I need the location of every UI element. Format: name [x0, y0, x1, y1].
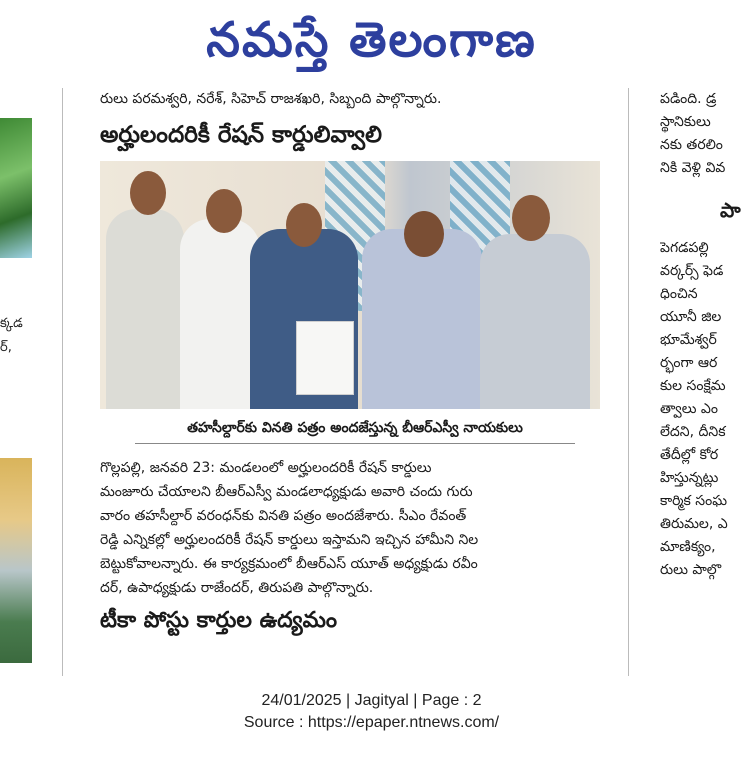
left-text-line: క్కడ: [0, 316, 23, 331]
right-column-fragment: [660, 88, 743, 582]
right-text-line: తిరుమల, ఎ: [660, 516, 728, 532]
source-link[interactable]: Source : https://epaper.ntnews.com/: [243, 714, 500, 731]
body-line: వారం తహసీల్దార్ వరంధన్‌కు వినతి పత్రం అందజేశారు. సీఎం రేవంత్: [100, 508, 467, 524]
right-text-line: పెగడపల్లి: [660, 240, 709, 256]
left-photo-fragment-2: [0, 458, 32, 663]
body-line: మంజూరు చేయాలని బీఆర్ఎస్వీ మండలాధ్యక్షుడు అవారి చందు గురు: [100, 484, 473, 500]
column-divider: [62, 88, 63, 676]
right-text-line: కుల సంక్షేమ: [660, 378, 726, 394]
caption-separator: [135, 443, 575, 444]
article-body: [100, 456, 610, 600]
right-text-line: స్థానికులు: [660, 114, 711, 130]
next-article-headline: టీకా పోస్టు కార్తుల ఉద్యమం: [100, 608, 338, 633]
photo-caption: తహసీల్దార్‌కు వినతి పత్రం అందజేస్తున్న బీఆర్ఎస్వీ నాయకులు: [187, 420, 523, 436]
body-line: గొల్లపల్లి, జనవరి 23: మండలంలో అర్హులందరికీ రేషన్ కార్డులు: [100, 460, 432, 476]
right-text-line: నకు తరలిం: [660, 137, 723, 153]
newspaper-title: నమస్తే తెలంగాణ: [206, 12, 537, 68]
main-article: [100, 88, 610, 636]
previous-article-tail: రులు పరమశ్వరి, నరేశ్, సిహెచ్ రాజశఖరి, సిబ్బంది పాల్గొన్నారు.: [100, 91, 442, 107]
footer: [0, 690, 743, 734]
right-text-line: ర్భంగా ఆర: [660, 355, 718, 371]
article-headline: అర్హులందరికీ రేషన్ కార్డులివ్వాలి: [100, 122, 382, 148]
right-text-line: త్వాలు ఎం: [660, 401, 718, 417]
right-text-line: ధించిన: [660, 286, 698, 302]
body-line: బెట్టుకోవాలన్నారు. ఈ కార్యక్రమంలో బీఆర్ఎస్ యూత్ అధ్యక్షుడు రవీం: [100, 556, 478, 572]
right-text-line: వర్కర్స్ ఫెడ: [660, 263, 724, 279]
masthead: [0, 0, 743, 80]
column-divider: [628, 88, 629, 676]
body-line: దర్, ఉపాధ్యక్షుడు రాజేందర్, తిరుపతి పాల్గొన్నారు.: [100, 580, 374, 596]
left-text-line: ర్,: [0, 340, 12, 355]
right-text-line: కార్మిక సంఘ: [660, 493, 728, 509]
right-text-line: తేదీల్లో కోర: [660, 447, 719, 463]
left-column-fragment: [0, 88, 40, 676]
right-text-line: పడింది. డ్ర: [660, 91, 717, 107]
newspaper-clipping: [0, 88, 743, 676]
person-1-head: [130, 171, 166, 215]
person-5-head: [512, 195, 550, 241]
person-2-head: [206, 189, 242, 233]
right-text-line: యూనీ జిల: [660, 309, 722, 325]
right-text-line: మాణిక్యం,: [660, 539, 716, 555]
person-5: [480, 234, 590, 409]
person-3-head: [286, 203, 322, 247]
left-photo-fragment: [0, 118, 32, 258]
edition-info: 24/01/2025 | Jagityal | Page : 2: [261, 692, 482, 709]
person-4-head: [404, 211, 444, 257]
person-1: [106, 209, 184, 409]
petition-paper: [296, 321, 354, 395]
right-text-line: భూమేశ్వర్: [660, 332, 717, 348]
right-text-line: నికి వెళ్లి వివ: [660, 160, 726, 176]
right-text-line: రులు పాల్గొ: [660, 562, 722, 578]
right-text-line: హిస్తున్నట్లు: [660, 470, 719, 486]
person-2: [180, 219, 260, 409]
right-text-line: లేదని, దీనిక: [660, 424, 726, 440]
article-photo: [100, 161, 600, 409]
body-line: రెడ్డి ఎన్నికల్లో అర్హులందరికీ రేషన్ కార్డులు ఇస్తామని ఇచ్చిన హామీని నిల: [100, 532, 479, 548]
right-headline-fragment: పా: [720, 198, 741, 222]
